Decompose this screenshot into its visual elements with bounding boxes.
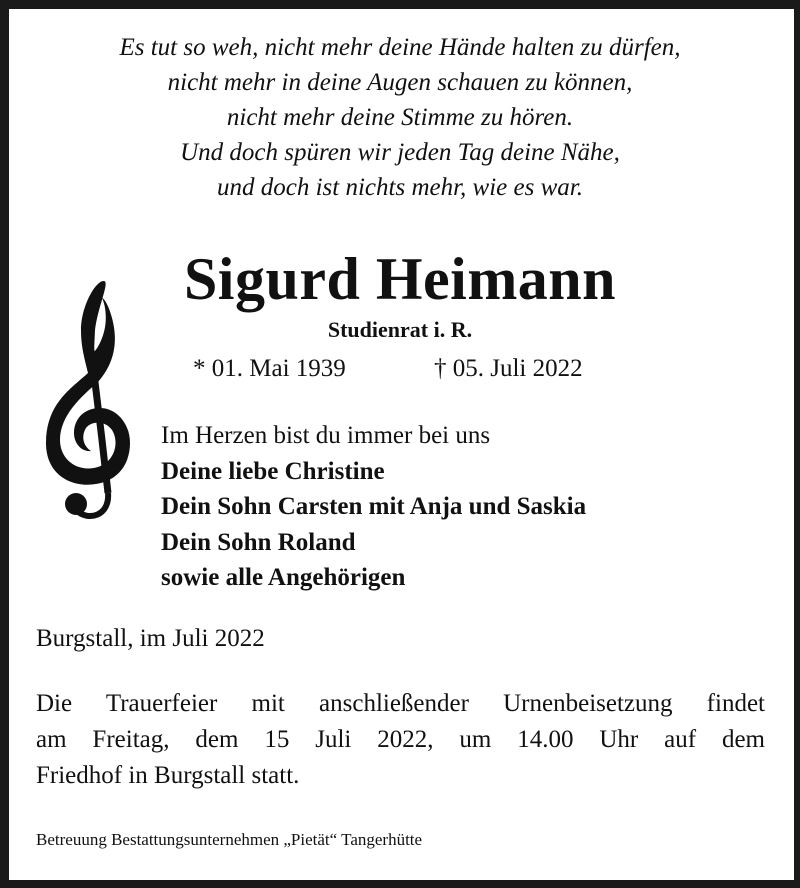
poem xyxy=(0,30,800,205)
treble-clef-icon xyxy=(38,278,138,528)
poem-line: Und doch spüren wir jeden Tag deine Nähe, xyxy=(180,139,620,166)
death-date: † 05. Juli 2022 xyxy=(434,355,583,382)
mourner-line: Dein Sohn Roland xyxy=(161,528,356,556)
poem-line: nicht mehr deine Stimme zu hören. xyxy=(226,104,574,131)
service-line: Friedhof in Burgstall statt. xyxy=(36,762,300,789)
service-line: am Freitag, dem 15 Juli 2022, um 14.00 Uhr auf dem xyxy=(36,726,765,753)
mourner-line: Dein Sohn Carsten mit Anja und Saskia xyxy=(161,493,587,520)
place-date: Burgstall, im Juli 2022 xyxy=(36,625,265,652)
service-notice xyxy=(36,686,765,794)
poem-line: Es tut so weh, nicht mehr deine Hände halten zu dürfen, xyxy=(119,34,681,61)
mourners-intro: Im Herzen bist du immer bei uns xyxy=(161,422,491,449)
service-line: Die Trauerfeier mit anschließender Urnenbeisetzung findet xyxy=(36,690,765,717)
birth-date: * 01. Mai 1939 xyxy=(193,355,346,382)
deceased-name: Sigurd Heimann xyxy=(183,246,617,312)
mourner-line: sowie alle Angehörigen xyxy=(161,564,406,591)
poem-line: und doch ist nichts mehr, wie es war. xyxy=(217,174,583,201)
poem-line: nicht mehr in deine Augen schauen zu können, xyxy=(167,69,633,96)
mourner-line: Deine liebe Christine xyxy=(161,457,385,485)
deceased-title: Studienrat i. R. xyxy=(327,317,473,342)
funeral-home-credit: Betreuung Bestattungsunternehmen „Pietät“ Tangerhütte xyxy=(36,830,423,849)
mourners-block xyxy=(161,418,586,596)
